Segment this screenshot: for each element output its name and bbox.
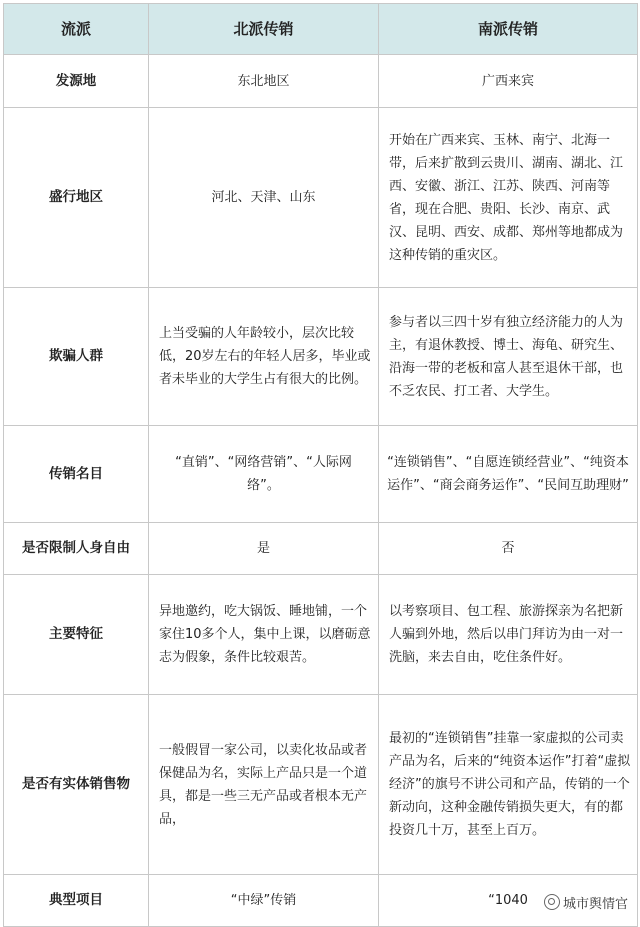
north-cell: 是 (149, 523, 379, 575)
table-row (4, 575, 638, 695)
south-cell: 否 (379, 523, 638, 575)
header-school: 流派 (4, 4, 149, 55)
watermark (542, 893, 630, 912)
row-label: 主要特征 (4, 575, 149, 695)
table-row (4, 695, 638, 875)
row-label: 发源地 (4, 55, 149, 108)
south-cell: 最初的“连锁销售”挂靠一家虚拟的公司卖产品为名，后来的“纯资本运作”打着“虚拟经济”的旗号不讲公司和产品，传销的一个新动向，这种金融传销损失更大，有的都投资几十万，甚至上百万。 (379, 695, 638, 875)
south-cell: 以考察项目、包工程、旅游探亲为名把新人骗到外地，然后以串门拜访为由一对一洗脑，来去自由，吃住条件好。 (379, 575, 638, 695)
north-cell: 东北地区 (149, 55, 379, 108)
row-label: 典型项目 (4, 875, 149, 927)
wechat-icon (544, 894, 560, 910)
header-south: 南派传销 (379, 4, 638, 55)
north-cell: 河北、天津、山东 (149, 108, 379, 288)
south-cell: “1040 (379, 875, 638, 927)
south-cell: 开始在广西来宾、玉林、南宁、北海一带，后来扩散到云贵川、湖南、湖北、江西、安徽、浙江、江苏、陕西、河南等省，现在合肥、贵阳、长沙、南京、武汉、昆明、西安、成都、郑州等地都成为这种传销的重灾区。 (379, 108, 638, 288)
north-cell: 一般假冒一家公司，以卖化妆品或者保健品为名，实际上产品只是一个道具，都是一些三无产品或者根本无产品， (149, 695, 379, 875)
north-cell: 上当受骗的人年龄较小，层次比较低，20岁左右的年轻人居多，毕业或者未毕业的大学生占有很大的比例。 (149, 288, 379, 426)
table-row (4, 426, 638, 523)
table-row (4, 108, 638, 288)
north-cell: “直销”、“网络营销”、“人际网络”。 (149, 426, 379, 523)
row-label: 盛行地区 (4, 108, 149, 288)
north-cell: “中绿”传销 (149, 875, 379, 927)
header-north: 北派传销 (149, 4, 379, 55)
row-label: 是否有实体销售物 (4, 695, 149, 875)
row-label: 是否限制人身自由 (4, 523, 149, 575)
south-cell: 广西来宾 (379, 55, 638, 108)
table-row (4, 288, 638, 426)
north-cell: 异地邀约，吃大锅饭、睡地铺，一个家住10多个人，集中上课，以磨砺意志为假象，条件比较艰苦。 (149, 575, 379, 695)
table-row (4, 523, 638, 575)
table-row (4, 55, 638, 108)
row-label: 传销名目 (4, 426, 149, 523)
header-row (4, 4, 638, 55)
south-cell: 参与者以三四十岁有独立经济能力的人为主，有退休教授、博士、海龟、研究生、沿海一带的老板和富人甚至退休干部，也不乏农民、打工者、大学生。 (379, 288, 638, 426)
south-cell: “连锁销售”、“自愿连锁经营业”、“纯资本运作”、“商会商务运作”、“民间互助理财” (379, 426, 638, 523)
row-label: 欺骗人群 (4, 288, 149, 426)
watermark-text: 城市舆情官 (562, 897, 628, 912)
comparison-table (3, 3, 638, 927)
